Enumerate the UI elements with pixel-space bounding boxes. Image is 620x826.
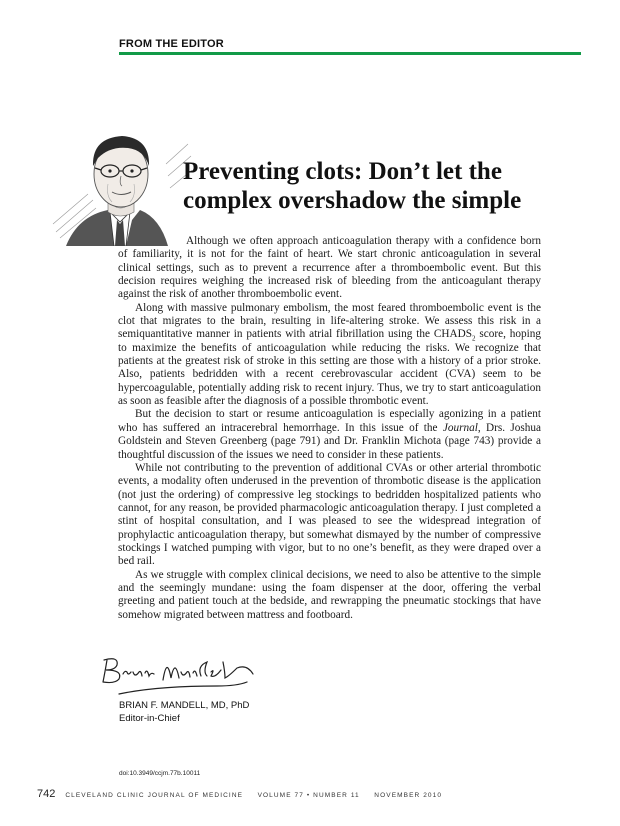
paragraph-3 [118, 408, 541, 461]
page-footer [37, 788, 442, 800]
journal-footer: CLEVELAND CLINIC JOURNAL OF MEDICINE VOLUME 77 • NUMBER 11 NOVEMBER 2010 [65, 792, 443, 799]
paragraph-1: Although we often approach anticoagulation therapy with a confidence born of familiarity, it is not for the faint of heart. We start chronic anticoagulation in several clinical settings, such as to prevent a recurrence after a thromboembolic event. But this decision requires weighing the increased risk of bleeding from the anticoagulant therapy against the risk of another thromboembolic event. [118, 235, 541, 301]
editor-portrait-illustration [48, 124, 194, 246]
paragraph-5: As we struggle with complex clinical decisions, we need to also be attentive to the simple and the seemingly mundane: using the foam dispenser at the door, offering the verbal greeting and patient touch at the bedside, and rewrapping the pneumatic stockings that have somehow migrated between mattress and footboard. [118, 568, 541, 621]
paragraph-2 [118, 302, 541, 409]
section-label: FROM THE EDITOR [119, 38, 224, 50]
section-rule [119, 52, 581, 55]
signer-block [119, 700, 249, 725]
title-line-2: complex overshadow the simple [183, 187, 522, 214]
paragraph-4: While not contributing to the prevention of additional CVAs or other arterial thrombotic events, a modality often underused in the prevention of thrombotic disease is the application (not just the ordering) of compressive leg stockings to bedridden hospitalized patients who cannot, for any reason, be provided pharmacologic anticoagulation therapy. I just completed a stint of hospital consultation, and I was pleased to see the widespread integration of prophylactic anticoagulation therapy, but somewhat dismayed by the number of compressive stockings I watched pumping with vigor, but to no one’s benefit, as they were draped over a bed rail. [118, 461, 541, 568]
paragraph-2-part-2: score, hoping to maximize the benefits of anticoagulation while reducing the risks. We recognize that patients at the greatest risk of stroke in this setting are those with a history of a prior stroke. Also, patients bedridden with a recent cerebrovascular accident (CVA) seem to be hypercoagulable, potentially adding risk to recent injury. Thus, we try to start anticoagulation as soon as feasible after the diagnosis of a possible thrombotic event. [118, 328, 541, 408]
doi-line: doi:10.3949/ccjm.77b.10011 [119, 770, 201, 777]
page-number: 742 [37, 788, 56, 800]
signer-name: BRIAN F. MANDELL, MD, PhD [119, 700, 250, 711]
article-title [183, 157, 573, 215]
paragraph-3-part-1: But the decision to start or resume anticoagulation is especially agonizing in a patient who has suffered an intracerebral hemorrhage. In this issue of the [118, 408, 541, 434]
title-line-1: Preventing clots: Don’t let the [183, 158, 502, 185]
journal-italic: Journal [442, 421, 478, 434]
handwritten-signature [97, 652, 257, 698]
paragraph-3-part-2: , Drs. Joshua Goldstein and Steven Greenberg (page 791) and Dr. Franklin Michota (page 743) provide a thoughtful discussion of the issues we need to consider in these patients. [118, 421, 542, 461]
chads-subscript: 2 [471, 334, 476, 343]
signer-role: Editor-in-Chief [119, 712, 180, 724]
paragraph-2-part-1: Along with massive pulmonary embolism, the most feared thromboembolic event is the clot that migrates to the brain, resulting in life-altering stroke. We assess this risk in a semiquantitative manner in patients with atrial fibrillation using the CHADS [118, 301, 541, 341]
article-body [118, 235, 541, 622]
